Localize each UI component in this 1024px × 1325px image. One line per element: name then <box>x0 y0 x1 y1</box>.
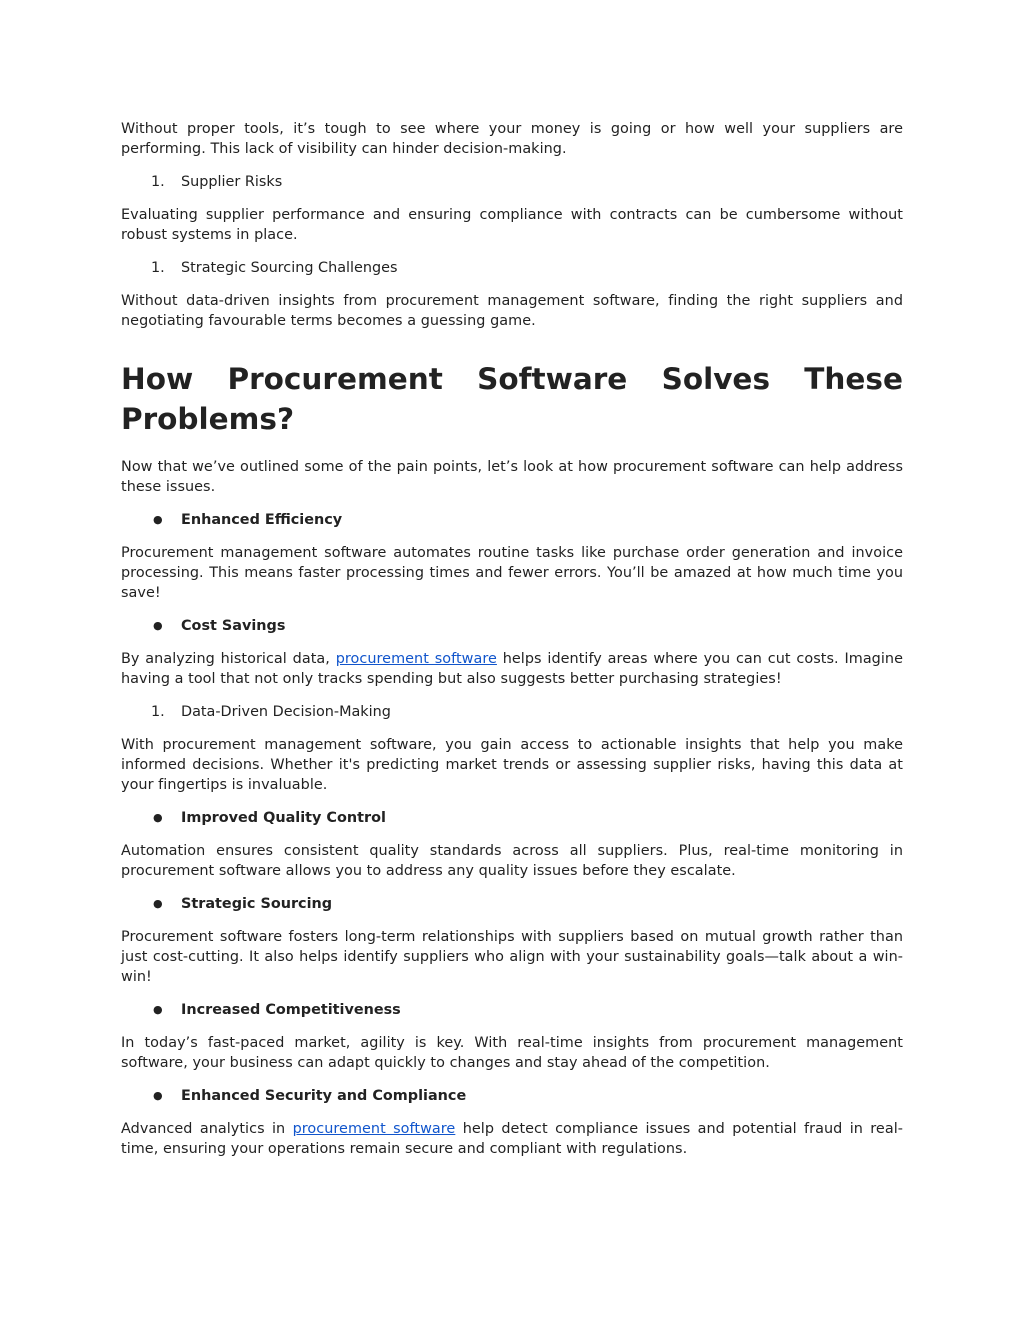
document-content <box>121 119 903 1172</box>
heading-word: Procurement <box>227 362 443 396</box>
list-item-label: Data-Driven Decision-Making <box>181 704 391 720</box>
heading-line-2: Problems? <box>121 402 295 436</box>
text-run: helps identify areas where you can cut costs. Imagine having a tool that not only tracks spending but also suggests better purchasing strategies! <box>121 651 903 687</box>
text-run: Advanced analytics in <box>121 1121 293 1137</box>
list-item-strategic-challenges <box>121 258 903 278</box>
strategic-challenges-paragraph: Without data-driven insights from procurement management software, finding the right suppliers and negotiating favourable terms becomes a guessing game. <box>121 293 903 329</box>
intro-paragraph: Without proper tools, it’s tough to see where your money is going or how well your suppliers are performing. This lack of visibility can hinder decision-making. <box>121 121 903 157</box>
data-driven-paragraph: With procurement management software, you gain access to actionable insights that help you make informed decisions. Whether it's predicting market trends or assessing supplier risks, having this data at your fingertips is invaluable. <box>121 737 903 793</box>
procurement-software-link[interactable]: procurement software <box>292 1121 456 1137</box>
list-item-data-driven <box>121 702 903 722</box>
list-item-supplier-risks <box>121 172 903 192</box>
heading-word: Software <box>477 362 628 396</box>
list-item-label: Strategic Sourcing <box>181 896 333 912</box>
list-item-label: Supplier Risks <box>181 174 283 190</box>
bullet-icon: ● <box>153 513 163 526</box>
text-run: By analyzing historical data, <box>121 651 336 667</box>
bullet-icon: ● <box>153 619 163 632</box>
section-heading <box>121 359 903 439</box>
procurement-software-link[interactable]: procurement software <box>335 651 497 667</box>
heading-line-1 <box>121 359 903 399</box>
list-item-label: Cost Savings <box>181 618 286 634</box>
bullet-icon: ● <box>153 897 163 910</box>
cost-savings-paragraph <box>121 649 903 689</box>
list-item-label: Enhanced Efficiency <box>181 512 343 528</box>
text-run: help detect compliance issues and potential fraud in real-time, ensuring your operations remain secure and compliant with regulations. <box>121 1121 903 1157</box>
heading-word: These <box>804 362 903 396</box>
list-item-cost-savings <box>121 616 903 636</box>
heading-intro-paragraph: Now that we’ve outlined some of the pain points, let’s look at how procurement software can help address these issues. <box>121 459 903 495</box>
list-item-strategic-sourcing <box>121 894 903 914</box>
list-number: 1. <box>151 704 165 720</box>
supplier-risks-paragraph: Evaluating supplier performance and ensuring compliance with contracts can be cumbersome without robust systems in place. <box>121 207 903 243</box>
list-item-label: Strategic Sourcing Challenges <box>181 260 398 276</box>
list-item-enhanced-efficiency <box>121 510 903 530</box>
heading-word: Solves <box>661 362 770 396</box>
list-number: 1. <box>151 174 165 190</box>
security-paragraph <box>121 1119 903 1159</box>
bullet-icon: ● <box>153 1089 163 1102</box>
list-item-label: Increased Competitiveness <box>181 1002 401 1018</box>
quality-control-paragraph: Automation ensures consistent quality standards across all suppliers. Plus, real-time monitoring in procurement software allows you to address any quality issues before they escalate. <box>121 843 903 879</box>
efficiency-paragraph: Procurement management software automates routine tasks like purchase order generation and invoice processing. This means faster processing times and fewer errors. You’ll be amazed at how much time you save! <box>121 545 903 601</box>
list-item-label: Enhanced Security and Compliance <box>181 1088 467 1104</box>
list-item-quality-control <box>121 808 903 828</box>
bullet-icon: ● <box>153 1003 163 1016</box>
list-item-competitiveness <box>121 1000 903 1020</box>
list-item-security-compliance <box>121 1086 903 1106</box>
heading-word: How <box>121 362 194 396</box>
strategic-sourcing-paragraph: Procurement software fosters long-term relationships with suppliers based on mutual growth rather than just cost-cutting. It also helps identify suppliers who align with your sustainability goals—talk about a win-win! <box>121 929 903 985</box>
list-item-label: Improved Quality Control <box>181 810 386 826</box>
list-number: 1. <box>151 260 165 276</box>
competitiveness-paragraph: In today’s fast-paced market, agility is key. With real-time insights from procurement management software, your business can adapt quickly to changes and stay ahead of the competition. <box>121 1035 903 1071</box>
bullet-icon: ● <box>153 811 163 824</box>
